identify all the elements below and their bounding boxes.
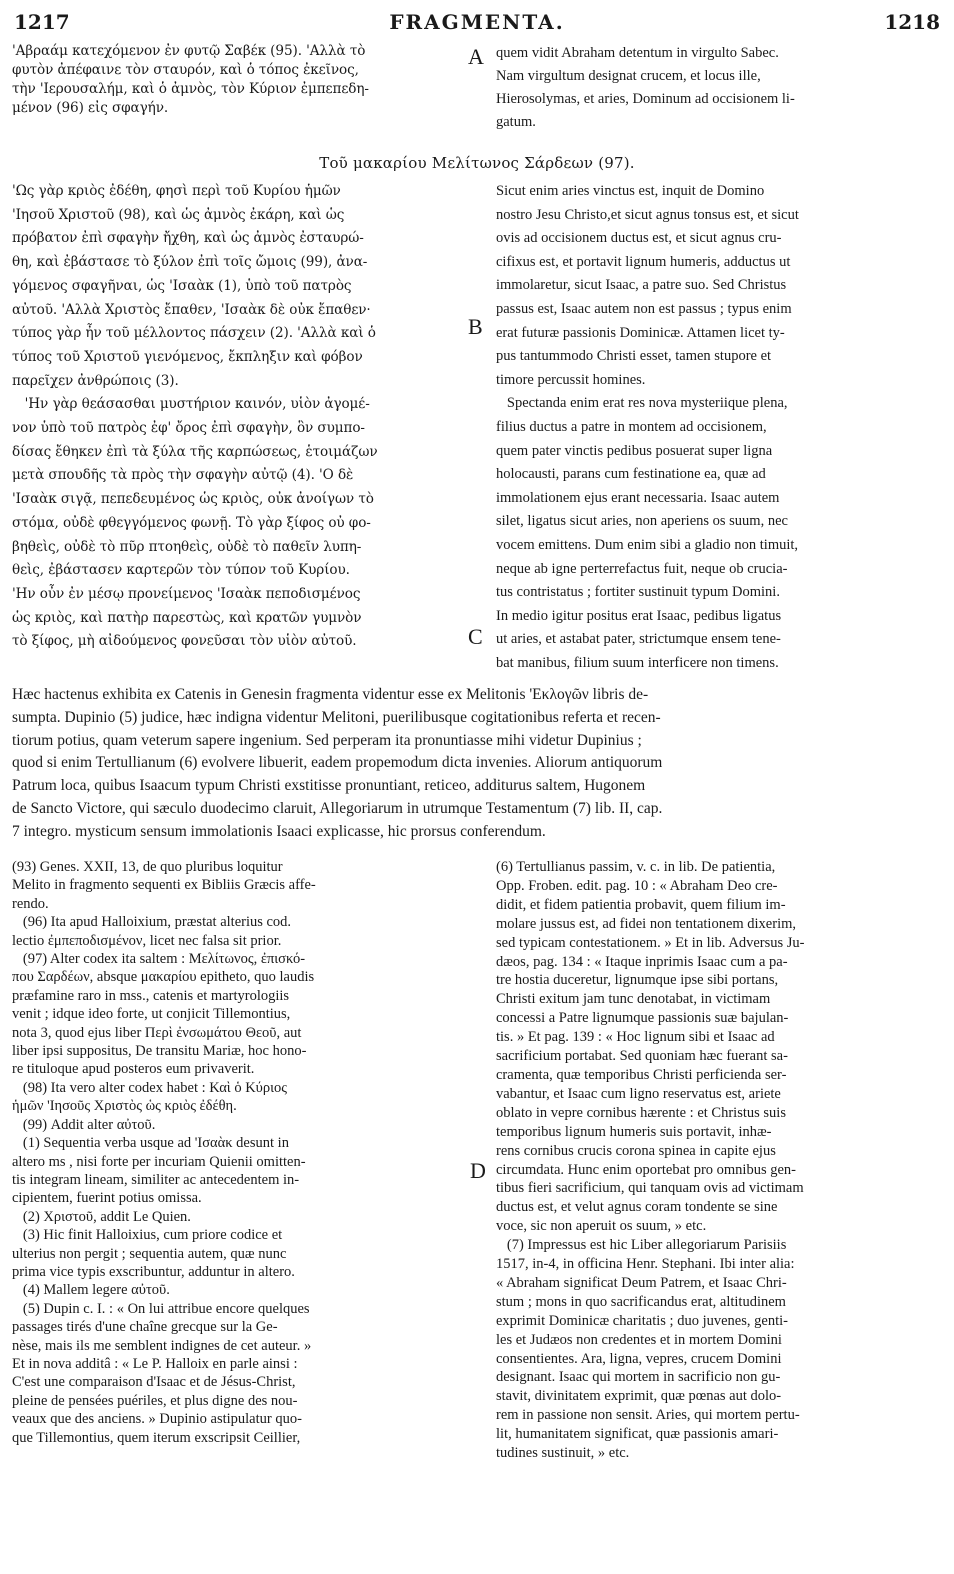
greek-main-text: 'Ως γὰρ κριὸς ἐδέθη, φησὶ περὶ τοῦ Κυρίου ἡμῶν 'Ιησοῦ Χριστοῦ (98), καὶ ὡς ἀμνὸς ἐκάρη, καὶ ὡς πρόβατον ἐπὶ σφαγὴν ἤχθη, καὶ ὡς ἀμνὸς ἐσταυρώ- θη, καὶ ἐβάστασε τὸ ξύλον ἐπὶ τοῖς ὤμοις (99), ἀνα- γόμενος σφαγῆναι, ὡς 'Ισαὰκ (1), ὑπὸ τοῦ πατρὸς αὐτοῦ. 'Αλλὰ Χριστὸς ἔπαθεν, 'Ισαὰκ δὲ οὐκ ἔπαθεν· τύπος γὰρ ἦν τοῦ μέλλοντος πάσχειν (2). 'Αλλὰ καὶ ὁ τύπος τοῦ Χριστοῦ γιενόμενος, ἔκπληξιν καὶ φόβον παρεῖχεν ἀνθρώποις (3). 'Ην γὰρ θεάσασθαι μυστήριον καινόν, υἱὸν ἀγομέ- νον ὑπὸ τοῦ πατρὸς ἐφ' ὄρος ἐπὶ σφαγὴν, ὃν συμπο- δίσας ἔθηκεν ἐπὶ τὰ ξύλα τῆς καρπώσεως, ἑτοιμάζων μετὰ σπουδῆς τὰ πρὸς τὴν σφαγὴν αὐτῷ (4). 'Ο δὲ 'Ισαὰκ σιγᾷ, πεπεδευμένος ὡς κριὸς, οὐκ ἀνοίγων τὸ στόμα, οὐδὲ φθεγγόμενος φωνῇ. Τὸ γὰρ ξίφος οὐ φο- βηθεὶς, οὐδὲ τὸ πῦρ πτοηθεὶς, οὐδὲ τὸ παθεῖν λυπη- θεὶς, ἐβάστασεν καρτερῶν τὸν τύπον τοῦ Κυρίου. 'Ην οὖν ἐν μέσῳ προνείμενος 'Ισαὰκ πεποδισμένος ὡς κριὸς, καὶ πατὴρ παρεστὼς, καὶ κρατῶν γυμνὸν τὸ ξίφος, μὴ αἰδούμενος φονεῦσαι τὸν υἱὸν αὐτοῦ. — [12, 183, 378, 650]
section-title: Τοῦ μακαρίου Μελίτωνος Σάρδεων (97). — [319, 154, 635, 172]
running-title: FRAGMENTA. — [389, 10, 565, 34]
latin-main-text: Sicut enim aries vinctus est, inquit de Domino nostro Jesu Christo,et sicut agnus tonsus est, et sicut ovis ad occisionem ductus est, et sicut agnus cru- cifixus est, et portavit lignum humeris, adductus ut immolaretur, sicut Isaac, a patre suo. Sed Christus passus est, Isaac autem non est passus ; typus enim erat futuræ passionis Dominicæ. Attamen licet ty- pus tantummodo Christi esset, tamen stupore et timore percussit homines. Spectanda enim erat res nova mysteriique plena, filius ductus a patre in montem ad occisionem, quem pater vinctis pedibus posuerat super ligna holocausti, parans cum festinatione ea, quæ ad immolationem ejus erant necessaria. Isaac autem silet, ligatus sicut aries, non aperiens os suum, nec vocem emittens. Dum enim sibi a gladio non timuit, neque ab igne perterrefactus fuit, neque ob crucia- tus contristatus ; fortiter sustinuit typum Domini. In medio igitur positus erat Isaac, pedibus ligatus ut aries, et astabat pater, strictumque ensem tene- bat manibus, filium suum interficere non timens. — [496, 183, 799, 671]
running-header — [14, 4, 940, 40]
margin-letter-b: B — [468, 314, 483, 339]
footnotes-left: (93) Genes. XXII, 13, de quo pluribus loquitur Melito in fragmento sequenti ex Bibliis Græcis affe- rendo. (96) Ita apud Halloixium, præstat alterius cod. lectio ἐμπεποδισμένον, licet nec falsa sit prior. (97) Alter codex ita saltem : Μελίτωνος, ἐπισκό- που Σαρδέων, absque μακαρίου epitheto, quo laudis præfamine raro in mss., catenis et martyrologiis venit ; idque ideo forte, ut conjicit Tillemontius, nota 3, quod ejus liber Περὶ ἐνσωμάτου Θεοῦ, aut liber ipsi suppositus, De transitu Mariæ, hoc hono- re tituloque apud posteros eum privaverit. (98) Ita vero alter codex habet : Καὶ ὁ Κύριος ἡμῶν 'Ιησοῦς Χριστὸς ὡς κριὸς ἐδέθη. (99) Addit alter αὐτοῦ. (1) Sequentia verba usque ad 'Ισαὰκ desunt in altero ms , nisi forte per incuriam Quienii omitten- tis integram lineam, similiter ac antecedentem in- cipientem, fuerint potius omissa. (2) Χριστοῦ, addit Le Quien. (3) Hic finit Halloixius, cum priore codice et ulterius non pergit ; sequentia autem, quæ nunc prima vice typis exscribuntur, adduntur in altero. (4) Mallem legere αὐτοῦ. (5) Dupin c. I. : « On lui attribue encore quelques passages tirés d'une chaîne grecque sur la Ge- nèse, mais ils me semblent indignes de cet auteur. » Et in nova additâ : « Le P. Halloix en parle ainsi : C'est une comparaison d'Isaac et de Jésus-Christ, pleine de pensées puériles, et plus digne des nou- veaux que des anciens. » Dupinio astipulatur quo- que Tillemontius, quem iterum exscripsit Ceillier, — [12, 859, 316, 1446]
footnotes-right: (6) Tertullianus passim, v. c. in lib. De patientia, Opp. Froben. edit. pag. 10 : « Abraham Deo cre- didit, et fidem patientia probavit, quem filium im- molare jussus est, ad fidei non tentationem dixerim, sed typicam contestationem. » Et in lib. Adversus Ju- dæos, pag. 134 : « Itaque inprimis Isaac cum a pa- tre hostia duceretur, lignumque ipse sibi portans, Christi exitum jam tunc denotabat, in victimam concessi a Patre lignumque passionis suæ bajulan- tis. » Et pag. 139 : « Hoc lignum sibi et Isaac ad sacrificium portabat. Sed quoniam hæc fuerant sa- cramenta, quæ temporibus Christi perficienda ser- vabantur, et Isaac cum ligno reservatus est, ariete oblato in vepre cornibus hærente : et Christus suis temporibus lignum humeris suis portavit, inhæ- rens cornibus crucis corona spinea in capite ejus circumdata. Hunc enim oportebat pro omnibus gen- tibus fieri sacrificium, qui tanquam ovis ad victimam ductus est, et velut agnus coram tondente se sine voce, sic non aperuit os suum, » etc. (7) Impressus est hic Liber allegoriarum Parisiis 1517, in-4, in officina Henr. Stephani. Ibi inter alia: « Abraham significat Deum Patrem, et Isaac Chri- stum ; mons in quo sacrificandus erat, altitudinem exprimit Dominicæ charitatis ; duo juvenes, genti- les et Judæos non credentes et in mortem Domini consentientes. Ara, ligna, vepres, crucem Domini designant. Isaac qui mortem in sacrificio non gu- stavit, divinitatem exprimit, quæ pœnas aut dolo- rem in passione non sensit. Aries, qui mortem pertu- lit, humanitatem significat, quæ passionis amari- tudines sustinuit, » etc. — [496, 859, 805, 1462]
left-page-number: 1217 — [14, 10, 70, 34]
right-page-number: 1218 — [884, 10, 940, 34]
commentary-paragraph: Hæc hactenus exhibita ex Catenis in Genesin fragmenta videntur esse ex Melitonis 'Εκλογῶν libris de- sumpta. Dupinio (5) judice, hæc indigna videntur Melitoni, puerilibusque cogitationibus referta et recen- tiorum potius, quam veterum sapere ingenium. Sed perperam ita pronuntiasse mihi videtur Dupinius ; quod si enim Tertullianum (6) evolvere libuerit, eadem propemodum dicta invenies. Aliorum antiquorum Patrum loca, quibus Isaacum typum Christi exstitisse pronuntiant, reticeo, additurus saltem, Hugonem de Sancto Victore, qui sæculo duodecimo claruit, Allegoriarum in utrumque Testamentum (7) lib. II, cap. 7 integro. mysticum sensum immolationis Isaaci explicasse, hic prorsus conferendum. — [12, 686, 663, 840]
margin-letter-c: C — [468, 624, 483, 649]
latin-opening-text: quem vidit Abraham detentum in virgulto Sabec. Nam virgultum designat crucem, et locus ille, Hierosolymas, et aries, Dominum ad occisionem li- gatum. — [496, 45, 795, 130]
margin-letter-a: A — [468, 44, 484, 69]
greek-opening-text: 'Αβραάμ κατεχόμενον ἐν φυτῷ Σαβέκ (95). 'Αλλὰ τὸ φυτὸν ἀπέφαινε τὸν σταυρόν, καὶ ὁ τόπος ἐκεῖνος, τὴν 'Ιερουσαλήμ, καὶ ὁ ἀμνὸς, τὸν Κύριον ἐμπεπεδη- μένον (96) εἰς σφαγήν. — [12, 43, 369, 116]
margin-letter-d: D — [470, 1158, 486, 1183]
